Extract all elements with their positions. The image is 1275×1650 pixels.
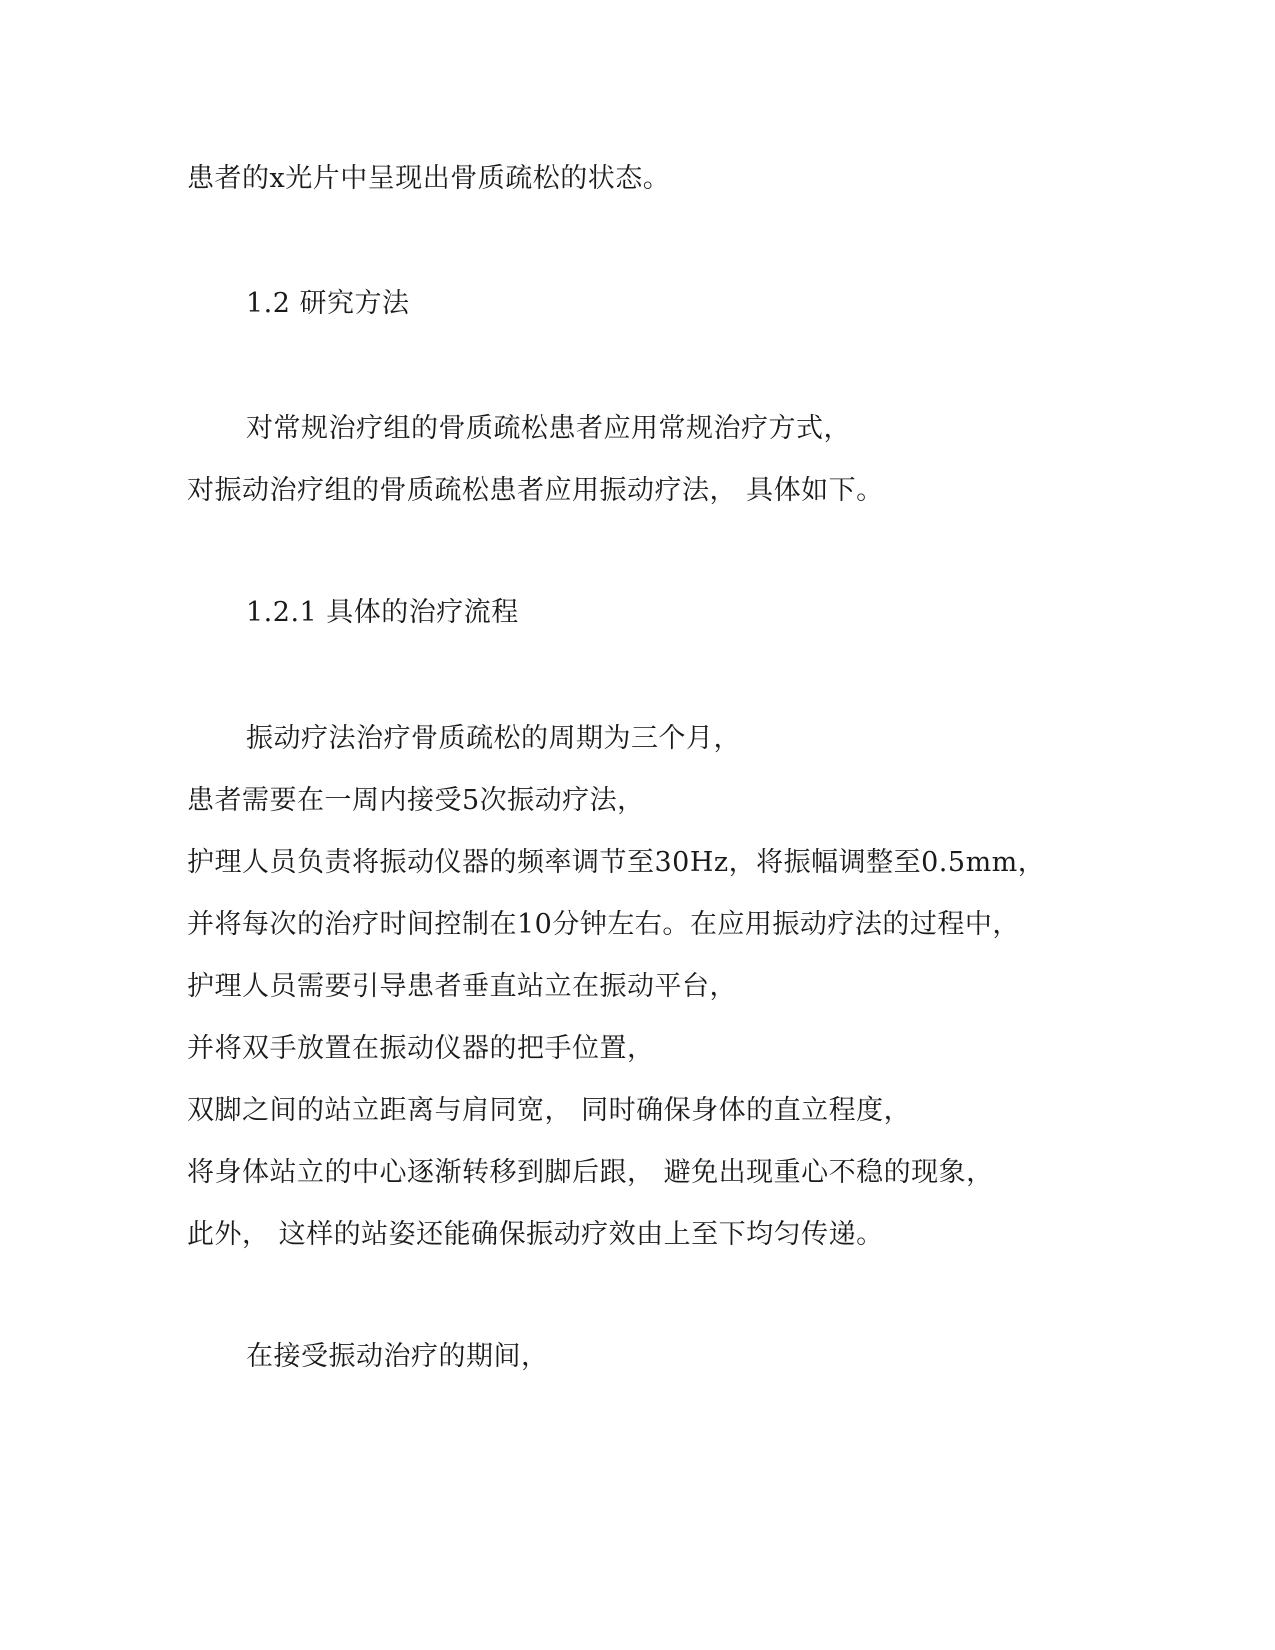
paragraph-line: 并将双手放置在振动仪器的把手位置， — [187, 1033, 655, 1064]
paragraph-line: 双脚之间的站立距离与肩同宽， 同时确保身体的直立程度， — [187, 1095, 912, 1126]
paragraph-line: 患者需要在一周内接受5次振动疗法， — [187, 785, 645, 816]
paragraph-line: 振动疗法治疗骨质疏松的周期为三个月， — [246, 723, 741, 754]
paragraph-line: 在接受振动治疗的期间， — [246, 1341, 549, 1372]
paragraph-line: 并将每次的治疗时间控制在10分钟左右。在应用振动疗法的过程中， — [187, 909, 1020, 940]
paragraph-line: 此外， 这样的站姿还能确保振动疗效由上至下均匀传递。 — [187, 1219, 884, 1250]
paragraph-line: 护理人员负责将振动仪器的频率调节至30Hz，将振幅调整至0.5mm， — [187, 847, 1046, 878]
subsection-heading: 1.2.1 具体的治疗流程 — [246, 597, 519, 628]
paragraph-line: 对振动治疗组的骨质疏松患者应用振动疗法， 具体如下。 — [187, 475, 884, 506]
paragraph-line: 护理人员需要引导患者垂直站立在振动平台， — [187, 971, 737, 1002]
paragraph-line: 对常规治疗组的骨质疏松患者应用常规治疗方式， — [246, 413, 851, 444]
section-heading: 1.2 研究方法 — [246, 288, 410, 319]
paragraph-line: 患者的x光片中呈现出骨质疏松的状态。 — [187, 163, 671, 194]
paragraph-line: 将身体站立的中心逐渐转移到脚后跟， 避免出现重心不稳的现象， — [187, 1157, 994, 1188]
